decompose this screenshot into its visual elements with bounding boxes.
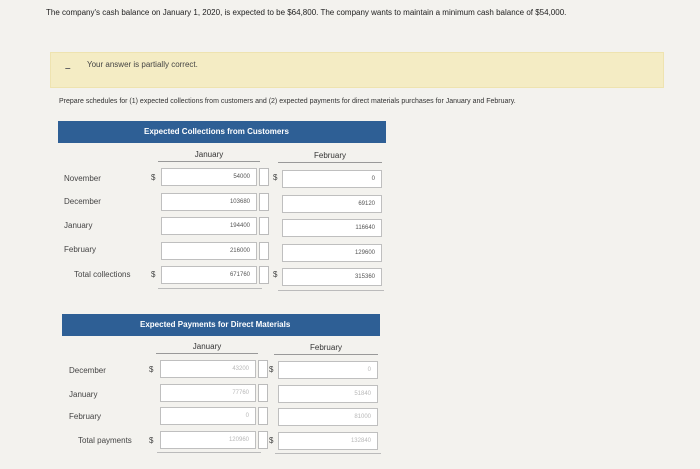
answer-check <box>259 168 269 186</box>
collections-row-label: November <box>64 174 101 183</box>
payments-january-input[interactable]: 0 <box>160 407 256 425</box>
question-prompt: Prepare schedules for (1) expected collections from customers and (2) expected payments for direct materials purchases for January and February. <box>59 98 516 105</box>
payments-total-label: Total payments <box>78 436 132 445</box>
collections-total-february-input[interactable]: 315360 <box>282 268 382 286</box>
collections-row-label: December <box>64 197 101 206</box>
payments-february-input[interactable]: 0 <box>278 361 378 379</box>
answer-check <box>258 431 268 449</box>
payments-row-label: January <box>69 390 98 399</box>
total-underline <box>158 288 262 289</box>
collections-col-february: February <box>278 151 382 163</box>
collections-january-input[interactable]: 103680 <box>161 193 257 211</box>
currency-symbol: $ <box>269 365 274 374</box>
collections-january-input[interactable]: 54000 <box>161 168 257 186</box>
answer-check <box>259 266 269 284</box>
answer-check <box>258 384 268 402</box>
collections-january-input[interactable]: 216000 <box>161 242 257 260</box>
payments-title: Expected Payments for Direct Materials <box>62 314 380 336</box>
collections-january-input[interactable]: 194400 <box>161 217 257 235</box>
answer-check <box>259 193 269 211</box>
payments-total-january-input[interactable]: 120960 <box>160 431 256 449</box>
payments-february-input[interactable]: 81000 <box>278 408 378 426</box>
payments-col-january: January <box>156 342 258 354</box>
payments-col-february: February <box>274 343 378 355</box>
feedback-banner <box>50 52 664 88</box>
payments-january-input[interactable]: 77760 <box>160 384 256 402</box>
answer-check <box>258 407 268 425</box>
currency-symbol: $ <box>149 436 154 445</box>
collections-february-input[interactable]: 69120 <box>282 195 382 213</box>
currency-symbol: $ <box>151 173 156 182</box>
payments-row-label: February <box>69 412 102 421</box>
collections-row-label: February <box>64 245 97 254</box>
collections-title: Expected Collections from Customers <box>58 121 386 143</box>
currency-symbol: $ <box>269 436 274 445</box>
currency-symbol: $ <box>273 173 278 182</box>
payments-january-input[interactable]: 43200 <box>160 360 256 378</box>
total-underline <box>278 290 384 291</box>
collections-february-input[interactable]: 0 <box>282 170 382 188</box>
collections-february-input[interactable]: 116640 <box>282 219 382 237</box>
collections-total-january-input[interactable]: 671760 <box>161 266 257 284</box>
collapse-dash-icon[interactable]: – <box>65 63 71 74</box>
answer-check <box>259 217 269 235</box>
payments-total-february-input[interactable]: 132840 <box>278 432 378 450</box>
collections-total-label: Total collections <box>74 270 131 279</box>
collections-row-label: January <box>64 221 93 230</box>
currency-symbol: $ <box>273 270 278 279</box>
answer-check <box>259 242 269 260</box>
problem-intro: The company's cash balance on January 1, 2020, is expected to be $64,800. The company wants to maintain a minimum cash balance of $54,000. <box>46 8 567 17</box>
payments-row-label: December <box>69 366 106 375</box>
feedback-message: Your answer is partially correct. <box>87 60 198 69</box>
payments-february-input[interactable]: 51840 <box>278 385 378 403</box>
collections-col-january: January <box>158 150 260 162</box>
answer-check <box>258 360 268 378</box>
currency-symbol: $ <box>151 270 156 279</box>
total-underline <box>157 452 261 453</box>
collections-february-input[interactable]: 129600 <box>282 244 382 262</box>
currency-symbol: $ <box>149 365 154 374</box>
total-underline <box>275 453 381 454</box>
